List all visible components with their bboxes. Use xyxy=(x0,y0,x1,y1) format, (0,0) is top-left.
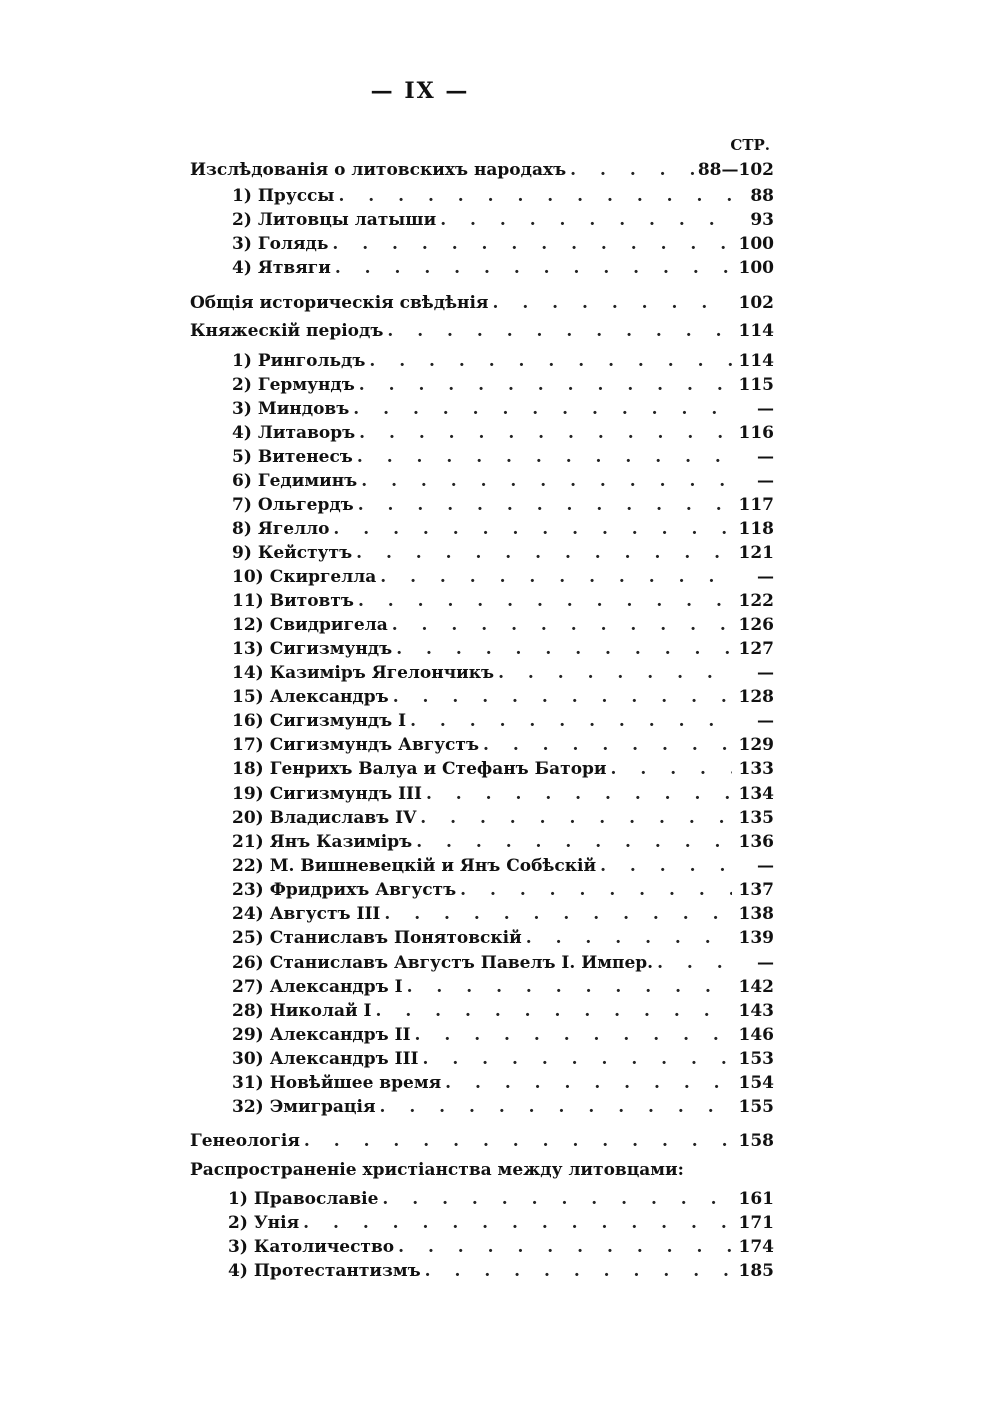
toc-entry-title: Янъ Казиміръ xyxy=(269,832,413,852)
toc-entry-number: 12) xyxy=(232,615,264,635)
toc-entry xyxy=(232,639,774,661)
toc-entry-page: — xyxy=(757,471,774,491)
toc-entry xyxy=(232,423,774,445)
toc-entry-title: Казиміръ Ягелончикъ xyxy=(269,663,495,683)
toc-entry-number: 32) xyxy=(232,1097,264,1117)
toc-entry-number: 19) xyxy=(232,784,264,804)
toc-entry-page: 114 xyxy=(738,351,774,371)
toc-entry xyxy=(232,735,774,757)
dot-leader xyxy=(440,210,732,230)
toc-entry-number: 18) xyxy=(232,759,264,779)
section-page: 88—102 xyxy=(697,160,774,180)
toc-entry-number: 1) xyxy=(232,186,252,206)
toc-entry-page: — xyxy=(757,447,774,467)
toc-entry-page: — xyxy=(757,856,774,876)
toc-entry-number: 6) xyxy=(232,471,252,491)
toc-entry-title: Пруссы xyxy=(257,186,335,206)
toc-entry-number: 20) xyxy=(232,808,264,828)
toc-entry-number: 14) xyxy=(232,663,264,683)
toc-entry-title: Владиславъ IV xyxy=(269,808,417,828)
toc-entry-number: 15) xyxy=(232,687,264,707)
toc-section-heading xyxy=(190,1160,774,1182)
toc-entry xyxy=(232,1097,774,1119)
section-title: Генеологія xyxy=(190,1131,300,1151)
toc-entry xyxy=(232,375,774,397)
toc-entry xyxy=(232,832,774,854)
toc-section-heading xyxy=(190,293,774,315)
toc-entry-page: 174 xyxy=(738,1237,774,1257)
dot-leader xyxy=(303,1213,732,1233)
toc-entry-number: 1) xyxy=(228,1189,248,1209)
toc-section-heading xyxy=(190,1131,774,1153)
toc-entry-title: Ольгердъ xyxy=(257,495,354,515)
toc-entry xyxy=(232,543,774,565)
dot-leader xyxy=(398,1237,732,1257)
toc-entry-page: 146 xyxy=(738,1025,774,1045)
toc-entry-page: 143 xyxy=(738,1001,774,1021)
toc-entry-title: Ятвяги xyxy=(257,258,331,278)
dot-leader xyxy=(611,759,732,779)
toc-entry-title: Фридрихъ Августъ xyxy=(269,880,457,900)
toc-entry xyxy=(232,615,774,637)
toc-entry-number: 2) xyxy=(228,1213,248,1233)
toc-entry-number: 11) xyxy=(232,591,264,611)
toc-entry-page: 154 xyxy=(738,1073,774,1093)
toc-entry-title: Католичество xyxy=(253,1237,395,1257)
toc-entry xyxy=(232,186,774,208)
toc-section-heading xyxy=(190,321,774,343)
toc-entry-number: 4) xyxy=(228,1261,248,1281)
toc-entry xyxy=(232,1049,774,1071)
toc-entry-title: Витовтъ xyxy=(269,591,354,611)
toc-entry-number: 4) xyxy=(232,423,252,443)
toc-entry-number: 10) xyxy=(232,567,264,587)
toc-entry-page: 121 xyxy=(738,543,774,563)
toc-entry xyxy=(232,495,774,517)
dot-leader xyxy=(498,663,732,683)
section-page: 114 xyxy=(738,321,774,341)
toc-entry-number: 23) xyxy=(232,880,264,900)
toc-entry xyxy=(228,1261,774,1283)
dot-leader xyxy=(526,928,732,948)
toc-entry-title: Ягелло xyxy=(257,519,330,539)
toc-entry-page: — xyxy=(757,711,774,731)
dot-leader xyxy=(335,258,732,278)
toc-entry xyxy=(232,519,774,541)
toc-entry xyxy=(228,1189,774,1211)
toc-entry-page: 126 xyxy=(738,615,774,635)
dot-leader xyxy=(396,639,732,659)
dot-leader xyxy=(387,321,732,341)
toc-entry-title: Августъ III xyxy=(269,904,381,924)
toc-entry-title: Александръ I xyxy=(269,977,403,997)
toc-entry-title: Кейстутъ xyxy=(257,543,353,563)
toc-entry-number: 3) xyxy=(232,234,252,254)
toc-entry-page: 137 xyxy=(738,880,774,900)
toc-entry-page: — xyxy=(757,567,774,587)
toc-entry-number: 28) xyxy=(232,1001,264,1021)
toc-entry-number: 25) xyxy=(232,928,264,948)
toc-entry xyxy=(232,856,774,878)
toc-entry xyxy=(232,904,774,926)
toc-entry xyxy=(232,663,774,685)
toc-entry-page: 129 xyxy=(738,735,774,755)
toc-entry xyxy=(232,1073,774,1095)
dot-leader xyxy=(460,880,732,900)
section-title: Изслѣдованія о литовскихъ народахъ xyxy=(190,160,567,180)
toc-entry-page: 127 xyxy=(738,639,774,659)
dot-leader xyxy=(425,1261,732,1281)
dot-leader xyxy=(356,543,732,563)
toc-entry-title: Сигизмундъ I xyxy=(269,711,407,731)
dot-leader xyxy=(393,687,732,707)
toc-entry-number: 26) xyxy=(232,953,264,973)
toc-entry-title: Сигизмундъ Августъ xyxy=(269,735,479,755)
toc-entry xyxy=(232,880,774,902)
toc-entry-title: Скиргелла xyxy=(269,567,377,587)
toc-entry-page: 122 xyxy=(738,591,774,611)
toc-entry-page: 115 xyxy=(738,375,774,395)
dot-leader xyxy=(304,1131,732,1151)
dot-leader xyxy=(410,711,732,731)
toc-entry-page: 118 xyxy=(738,519,774,539)
dot-leader xyxy=(415,1025,732,1045)
dot-leader xyxy=(445,1073,732,1093)
toc-entry-title: Александръ III xyxy=(269,1049,419,1069)
toc-entry-number: 30) xyxy=(232,1049,264,1069)
toc-entry-title: Александръ xyxy=(269,687,389,707)
page-number: — IX — xyxy=(370,78,470,104)
toc-entry-title: Сигизмундъ III xyxy=(269,784,422,804)
dot-leader xyxy=(358,591,732,611)
toc-entry-page: 142 xyxy=(738,977,774,997)
dot-leader xyxy=(353,399,732,419)
dot-leader xyxy=(420,808,732,828)
toc-entry-number: 7) xyxy=(232,495,252,515)
toc-section-heading xyxy=(190,160,774,182)
dot-leader xyxy=(359,375,732,395)
toc-entry-title: Литаворъ xyxy=(257,423,356,443)
toc-entry xyxy=(232,977,774,999)
dot-leader xyxy=(369,351,732,371)
toc-entry-page: 134 xyxy=(738,784,774,804)
section-page: 158 xyxy=(738,1131,774,1151)
toc-entry-title: Генрихъ Валуа и Стефанъ Батори xyxy=(269,759,607,779)
toc-entry xyxy=(228,1237,774,1259)
toc-entry-title: Николай I xyxy=(269,1001,372,1021)
toc-entry xyxy=(232,687,774,709)
toc-entry-title: Свидригела xyxy=(269,615,388,635)
toc-entry-number: 16) xyxy=(232,711,264,731)
dot-leader xyxy=(382,1189,732,1209)
dot-leader xyxy=(422,1049,732,1069)
toc-entry xyxy=(232,953,774,975)
dot-leader xyxy=(359,423,732,443)
toc-entry xyxy=(232,759,774,781)
toc-entry-page: — xyxy=(757,953,774,973)
toc-entry xyxy=(232,711,774,733)
section-page: 102 xyxy=(738,293,774,313)
toc-entry-page: 133 xyxy=(738,759,774,779)
dot-leader xyxy=(361,471,732,491)
dot-leader xyxy=(332,234,732,254)
toc-entry xyxy=(232,234,774,256)
toc-entry xyxy=(228,1213,774,1235)
dot-leader xyxy=(357,447,732,467)
toc-entry-title: Гермундъ xyxy=(257,375,355,395)
toc-entry xyxy=(232,784,774,806)
toc-entry-number: 31) xyxy=(232,1073,264,1093)
toc-entry-number: 2) xyxy=(232,375,252,395)
toc-entry-number: 21) xyxy=(232,832,264,852)
toc-entry xyxy=(232,471,774,493)
toc-entry-title: Рингольдъ xyxy=(257,351,366,371)
toc-entry-title: Александръ II xyxy=(269,1025,411,1045)
dot-leader xyxy=(416,832,732,852)
dot-leader xyxy=(338,186,732,206)
toc-entry-page: 185 xyxy=(738,1261,774,1281)
toc-entry-page: 136 xyxy=(738,832,774,852)
toc-entry-number: 17) xyxy=(232,735,264,755)
toc-entry xyxy=(232,928,774,950)
section-title: Общія историческія свѣдѣнія xyxy=(190,293,489,313)
toc-entry-number: 27) xyxy=(232,977,264,997)
dot-leader xyxy=(493,293,733,313)
dot-leader xyxy=(407,977,732,997)
section-title: Распространеніе христіанства между литовцами: xyxy=(190,1160,684,1180)
toc-entry-page: 100 xyxy=(738,234,774,254)
toc-entry-page: 100 xyxy=(738,258,774,278)
toc-entry-number: 3) xyxy=(228,1237,248,1257)
toc-entry-title: Станиславъ Августъ Павелъ I. Импер. xyxy=(269,953,654,973)
toc-entry-number: 29) xyxy=(232,1025,264,1045)
toc-entry xyxy=(232,808,774,830)
toc-entry-number: 2) xyxy=(232,210,252,230)
toc-entry-title: Голядь xyxy=(257,234,329,254)
toc-entry-number: 5) xyxy=(232,447,252,467)
dot-leader xyxy=(570,160,694,180)
toc-entry-page: — xyxy=(757,399,774,419)
dot-leader xyxy=(380,567,732,587)
toc-entry-page: — xyxy=(757,663,774,683)
toc-entry-title: Литовцы латыши xyxy=(257,210,437,230)
toc-entry-page: 88 xyxy=(750,186,774,206)
toc-entry-number: 24) xyxy=(232,904,264,924)
toc-entry-page: 128 xyxy=(738,687,774,707)
section-title: Княжескій періодъ xyxy=(190,321,384,341)
dot-leader xyxy=(426,784,732,804)
toc-entry-title: Миндовъ xyxy=(257,399,350,419)
dot-leader xyxy=(483,735,732,755)
toc-entry xyxy=(232,258,774,280)
dot-leader xyxy=(358,495,732,515)
toc-entry xyxy=(232,567,774,589)
toc-entry-number: 9) xyxy=(232,543,252,563)
toc-entry-page: 138 xyxy=(738,904,774,924)
toc-entry-page: 153 xyxy=(738,1049,774,1069)
toc-entry-title: Станиславъ Понятовскій xyxy=(269,928,522,948)
dot-leader xyxy=(380,1097,733,1117)
toc-entry xyxy=(232,351,774,373)
toc-entry xyxy=(232,210,774,232)
toc-entry-page: 117 xyxy=(738,495,774,515)
toc-entry-number: 4) xyxy=(232,258,252,278)
toc-entry-number: 8) xyxy=(232,519,252,539)
toc-entry-title: Гедиминъ xyxy=(257,471,358,491)
toc-entry-title: Витенесъ xyxy=(257,447,353,467)
dot-leader xyxy=(384,904,732,924)
toc-entry xyxy=(232,1001,774,1023)
dot-leader xyxy=(392,615,732,635)
toc-entry-page: 171 xyxy=(738,1213,774,1233)
toc-entry-title: Православіе xyxy=(253,1189,379,1209)
page-column-label: СТР. xyxy=(730,136,770,154)
toc-entry xyxy=(232,399,774,421)
toc-entry-page: 155 xyxy=(738,1097,774,1117)
dot-leader xyxy=(333,519,732,539)
toc-entry-title: Сигизмундъ xyxy=(269,639,393,659)
dot-leader xyxy=(657,953,732,973)
toc-entry-page: 161 xyxy=(738,1189,774,1209)
toc-entry xyxy=(232,591,774,613)
toc-entry-page: 135 xyxy=(738,808,774,828)
toc-entry-title: Унія xyxy=(253,1213,300,1233)
toc-entry xyxy=(232,1025,774,1047)
toc-entry xyxy=(232,447,774,469)
toc-entry-title: Эмиграція xyxy=(269,1097,376,1117)
toc-entry-title: Протестантизмъ xyxy=(253,1261,421,1281)
toc-entry-title: М. Вишневецкій и Янъ Собѣскій xyxy=(269,856,597,876)
toc-entry-number: 13) xyxy=(232,639,264,659)
toc-entry-page: 93 xyxy=(750,210,774,230)
toc-entry-title: Новѣйшее время xyxy=(269,1073,442,1093)
toc-entry-page: 116 xyxy=(738,423,774,443)
dot-leader xyxy=(375,1001,732,1021)
toc-entry-number: 3) xyxy=(232,399,252,419)
toc-entry-number: 22) xyxy=(232,856,264,876)
dot-leader xyxy=(600,856,732,876)
toc-entry-number: 1) xyxy=(232,351,252,371)
toc-entry-page: 139 xyxy=(738,928,774,948)
